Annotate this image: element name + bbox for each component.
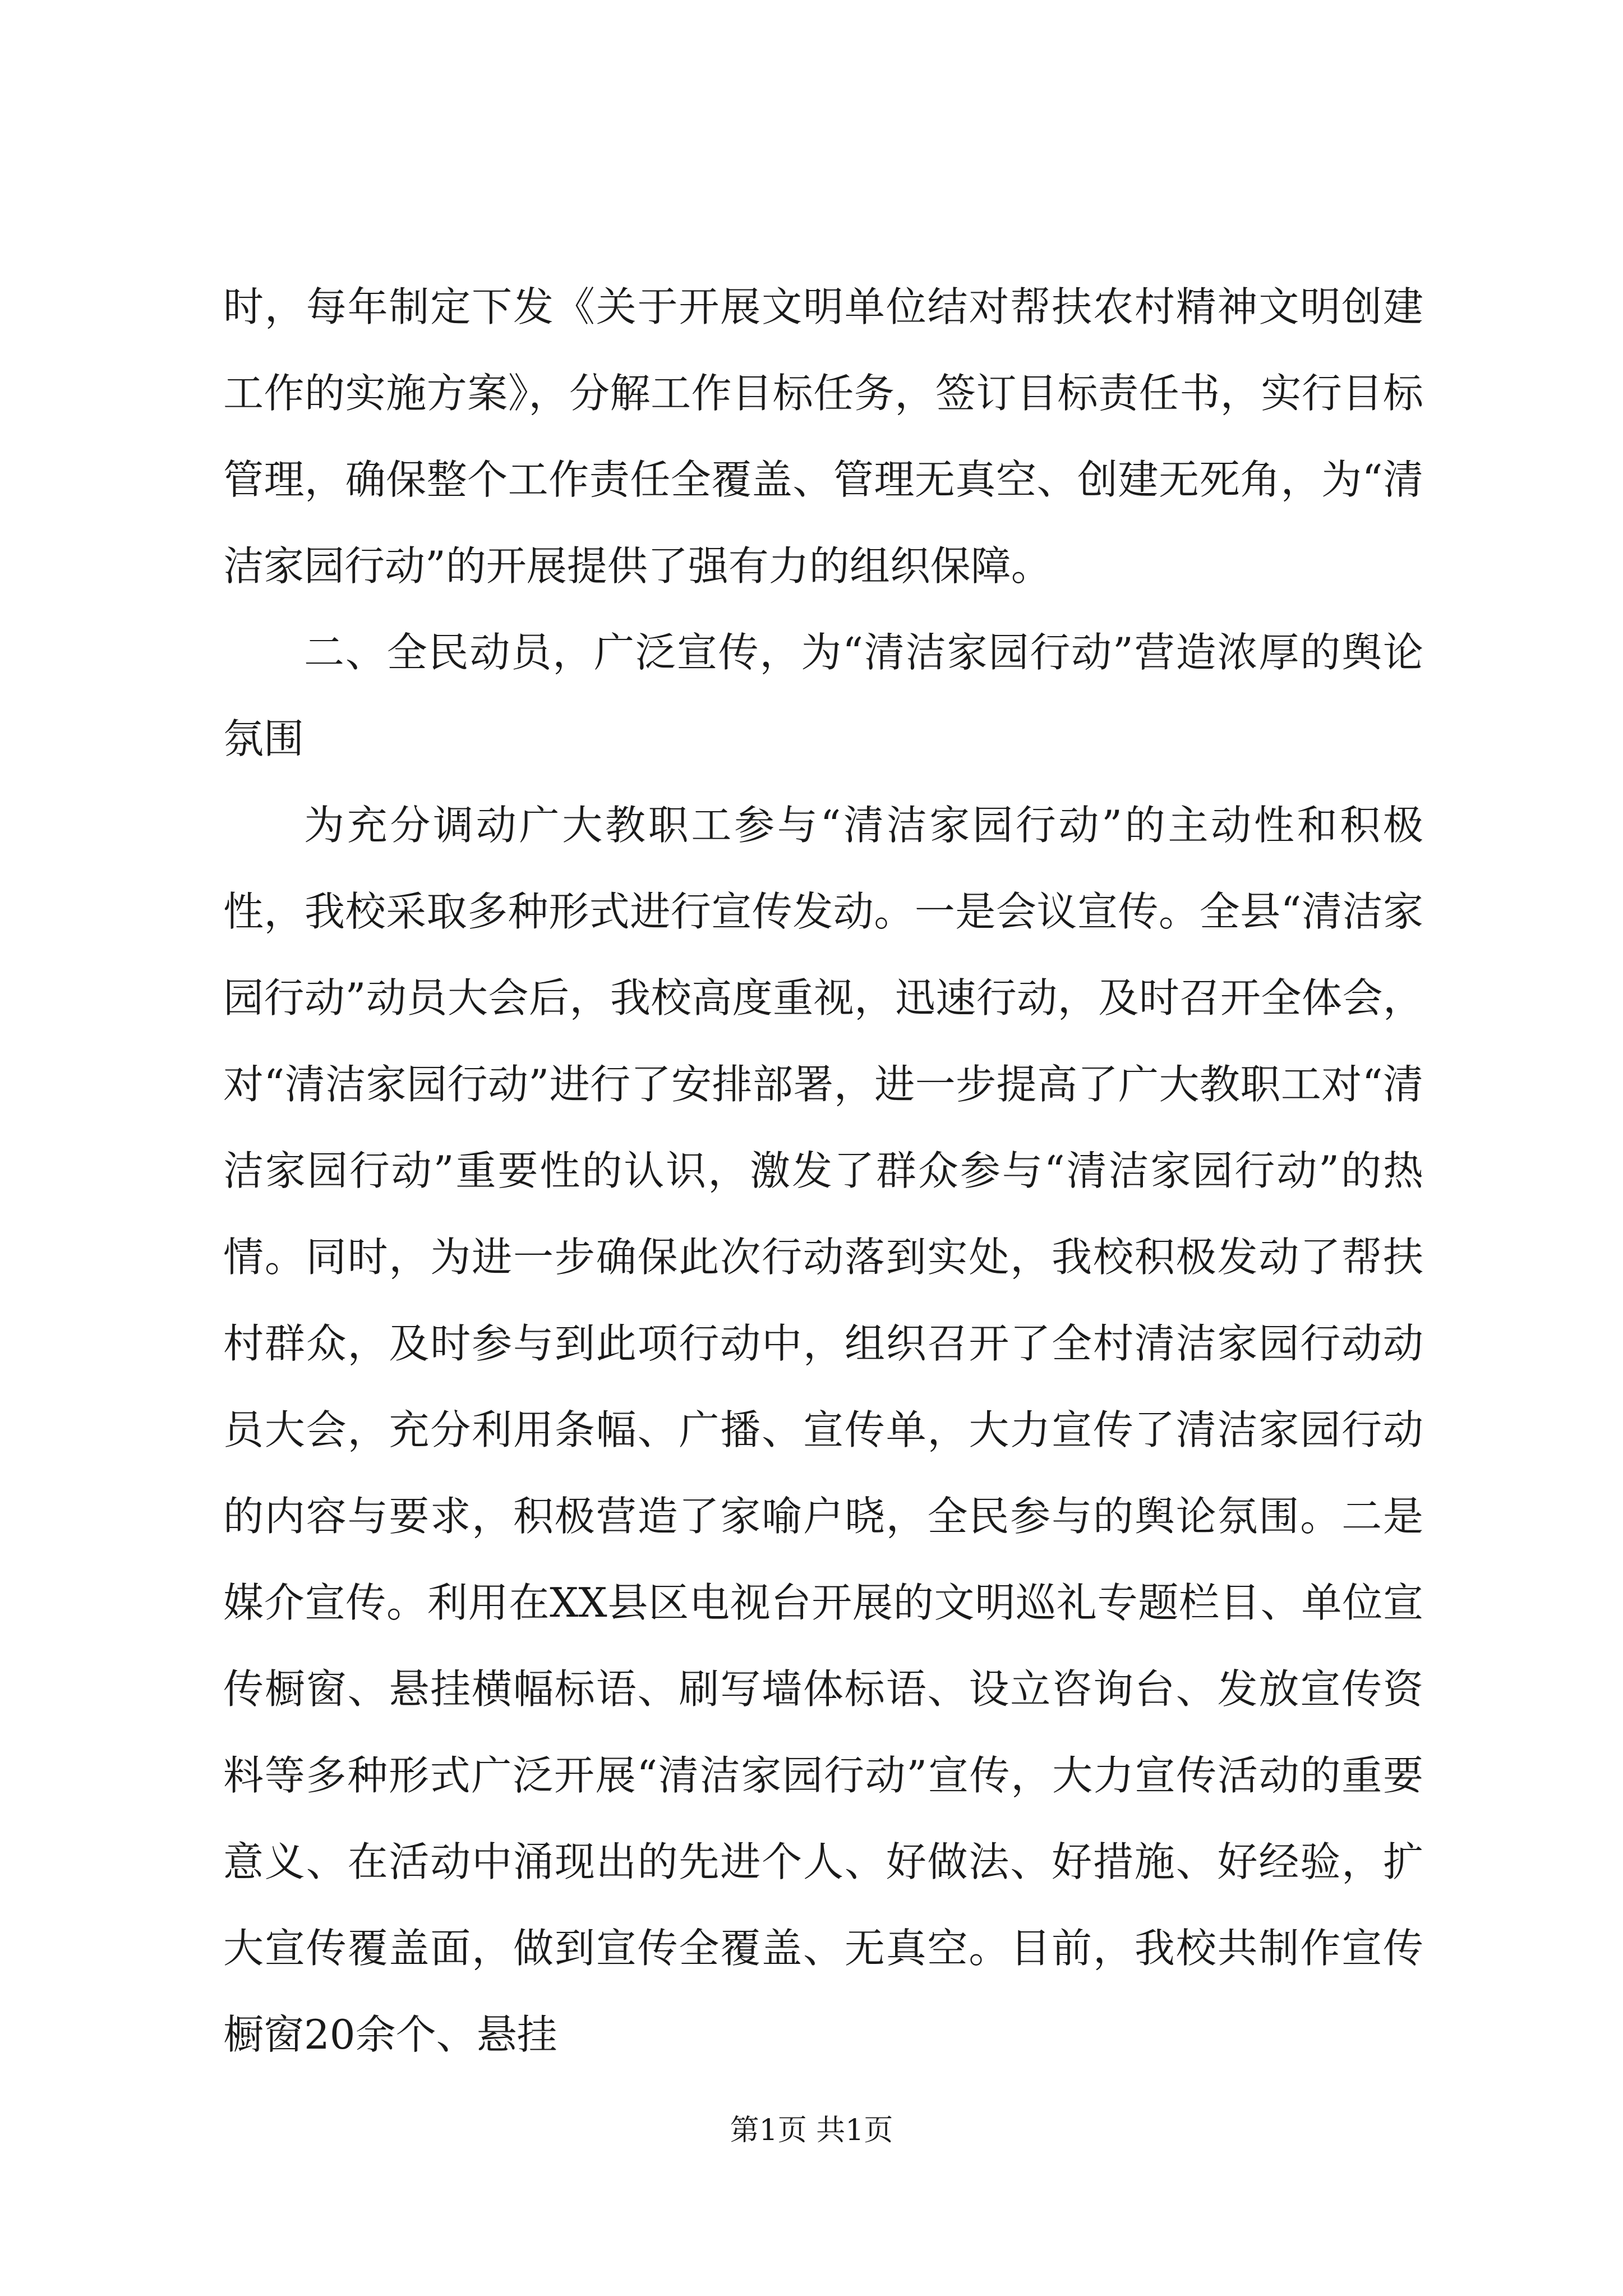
paragraph-continuation: 时，每年制定下发《关于开展文明单位结对帮扶农村精神文明创建工作的实施方案》，分解工作目标任务，签订目标责任书，实行目标管理，确保整个工作责任全覆盖、管理无真空、创建无死角，为“清洁家园行动”的开展提供了强有力的组织保障。 (223, 283, 1423, 590)
document-body (223, 264, 1423, 2078)
page-footer: 第1页 共1页 (730, 2114, 893, 2147)
paragraph-body: 为充分调动广大教职工参与“清洁家园行动”的主动性和积极性，我校采取多种形式进行宣传发动。一是会议宣传。全县“清洁家园行动”动员大会后，我校高度重视，迅速行动，及时召开全体会，对“清洁家园行动”进行了安排部署，进一步提高了广大教职工对“清洁家园行动”重要性的认识，激发了群众参与“清洁家园行动”的热情。同时，为进一步确保此次行动落到实处，我校积极发动了帮扶村群众，及时参与到此项行动中，组织召开了全村清洁家园行动动员大会，充分利用条幅、广播、宣传单，大力宣传了清洁家园行动的内容与要求，积极营造了家喻户晓，全民参与的舆论氛围。二是媒介宣传。利用在XX县区电视台开展的文明巡礼专题栏目、单位宣传橱窗、悬挂横幅标语、刷写墙体标语、设立咨询台、发放宣传资料等多种形式广泛开展“清洁家园行动”宣传，大力宣传活动的重要意义、在活动中涌现出的先进个人、好做法、好措施、好经验，扩大宣传覆盖面，做到宣传全覆盖、无真空。目前，我校共制作宣传橱窗20余个、悬挂 (223, 802, 1423, 2058)
section-heading: 二、全民动员，广泛宣传，为“清洁家园行动”营造浓厚的舆论氛围 (223, 629, 1423, 762)
